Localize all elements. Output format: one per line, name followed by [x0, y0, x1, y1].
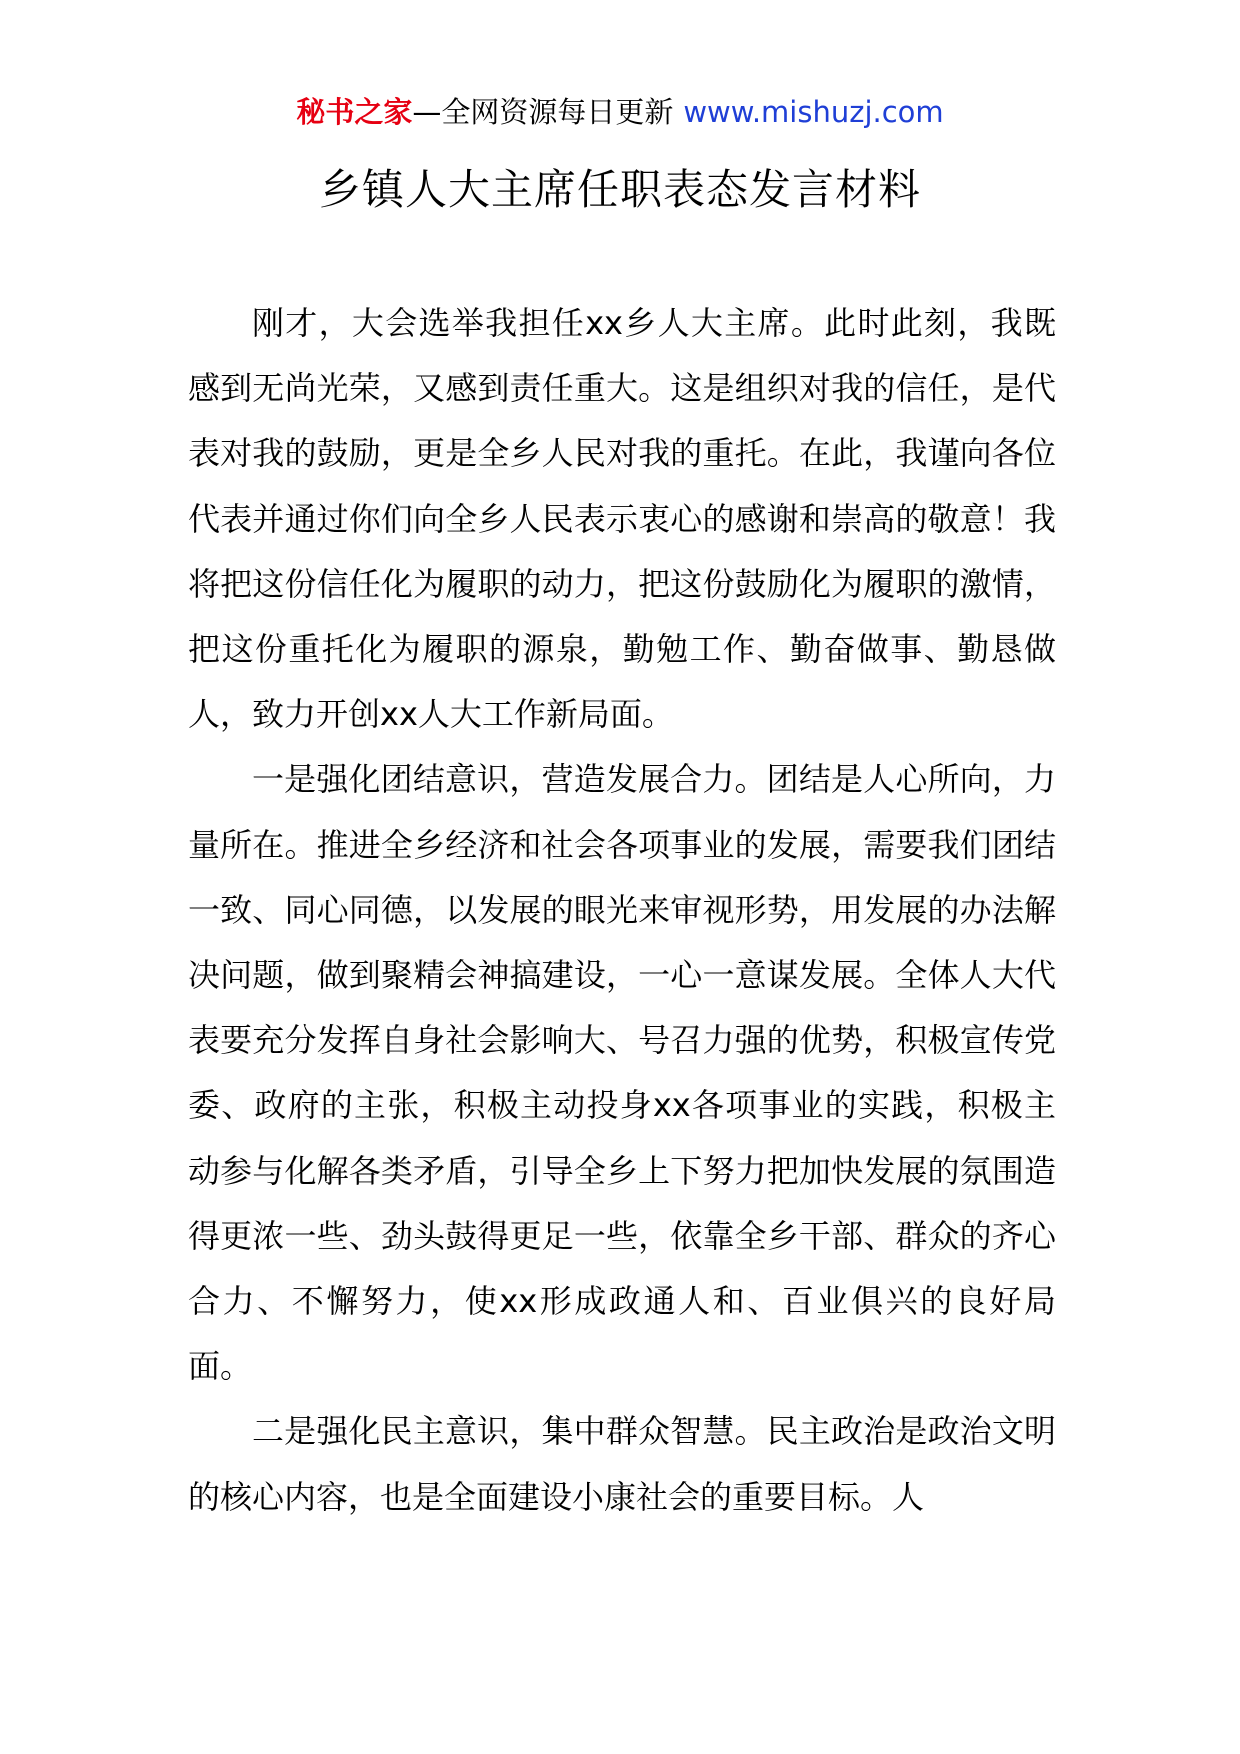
site-url-link[interactable]: www.mishuzj.com: [683, 95, 944, 129]
paragraph-unity: 一是强化团结意识，营造发展合力。团结是人心所向，力量所在。推进全乡经济和社会各项事业的发展，需要我们团结一致、同心同德，以发展的眼光来审视形势，用发展的办法解决问题，做到聚精会神搞建设，一心一意谋发展。全体人大代表要充分发挥自身社会影响大、号召力强的优势，积极宣传党委、政府的主张，积极主动投身xx各项事业的实践，积极主动参与化解各类矛盾，引导全乡上下努力把加快发展的氛围造得更浓一些、劲头鼓得更足一些，依靠全乡干部、群众的齐心合力、不懈努力，使xx形成政通人和、百业俱兴的良好局面。: [188, 760, 1056, 1386]
site-tagline: —全网资源每日更新: [412, 95, 674, 129]
paragraph-democracy: 二是强化民主意识，集中群众智慧。民主政治是政治文明的核心内容，也是全面建设小康社会的重要目标。人: [188, 1412, 1056, 1516]
paragraph-intro: 刚才，大会选举我担任xx乡人大主席。此时此刻，我既感到无尚光荣，又感到责任重大。这是组织对我的信任，是代表对我的鼓励，更是全乡人民对我的重托。在此，我谨向各位代表并通过你们向全乡人民表示衷心的感谢和崇高的敬意！我将把这份信任化为履职的动力，把这份鼓励化为履职的激情，把这份重托化为履职的源泉，勤勉工作、勤奋做事、勤恳做人，致力开创xx人大工作新局面。: [188, 304, 1056, 734]
site-header: [0, 92, 1240, 132]
site-brand: 秘书之家: [296, 95, 413, 129]
document-body: [188, 291, 1056, 1530]
document-title: 乡镇人大主席任职表态发言材料: [318, 165, 921, 214]
